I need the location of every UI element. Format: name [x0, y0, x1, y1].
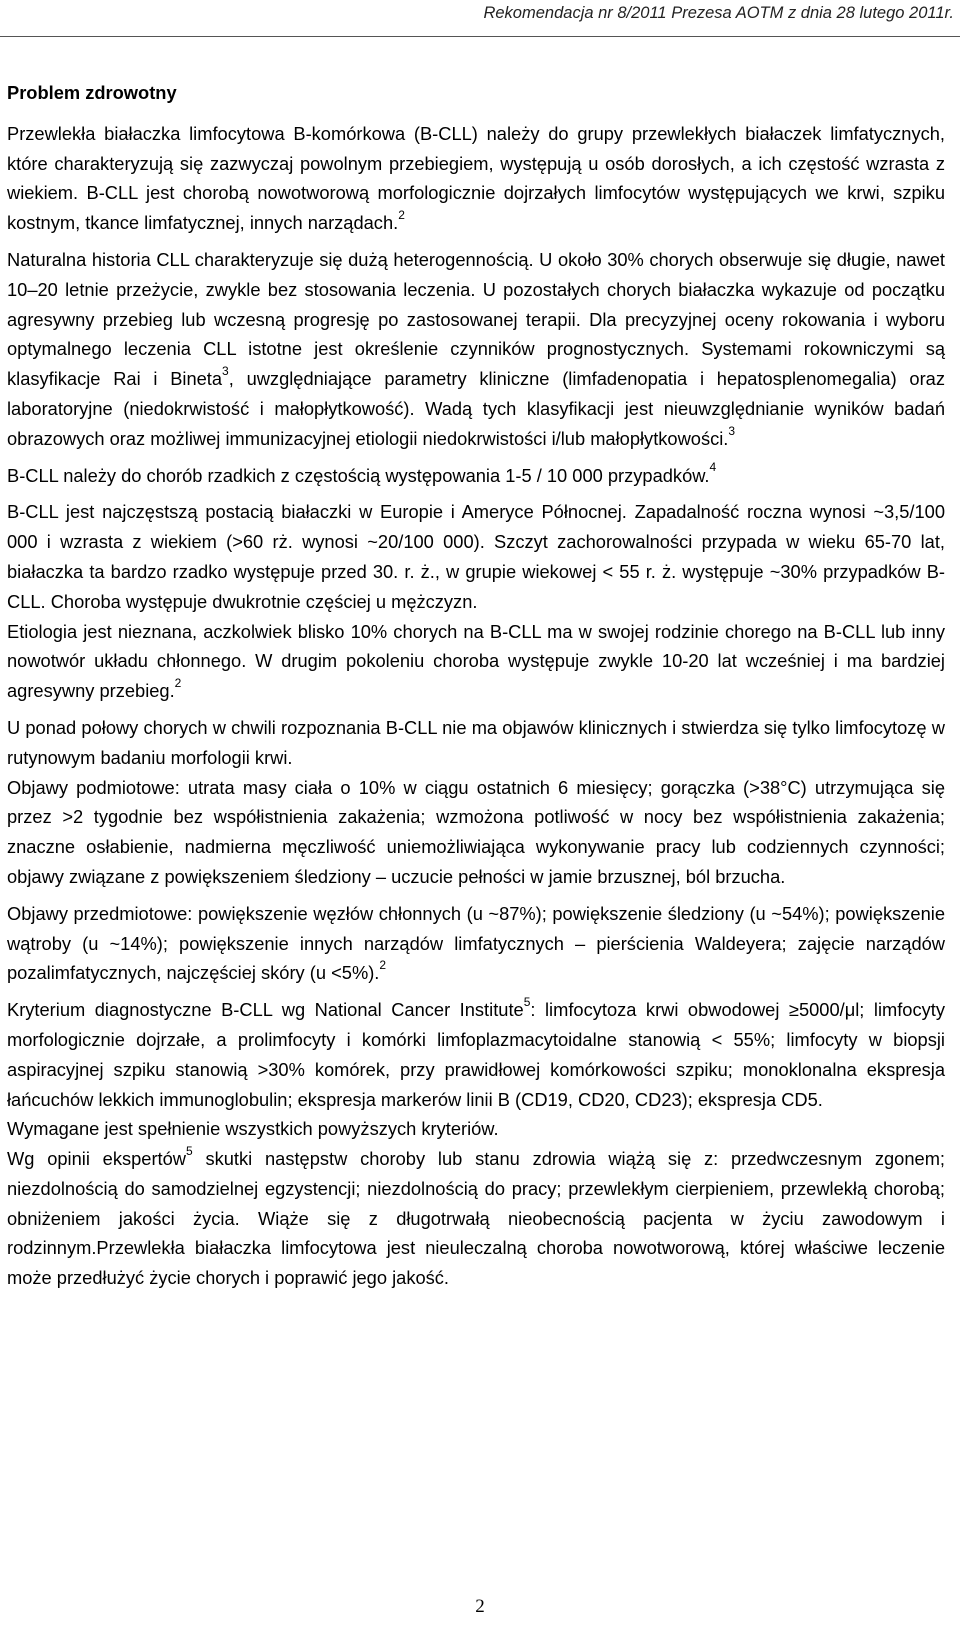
reference-marker: 3 [222, 364, 229, 379]
paragraph-etiology [7, 617, 945, 706]
reference-marker: 2 [398, 208, 405, 223]
reference-marker: 3 [728, 423, 736, 438]
reference-marker: 5 [523, 995, 531, 1010]
paragraph-text: Etiologia jest nieznana, aczkolwiek blisko 10% chorych na B-CLL ma w swojej rodzinie chorego na B-CLL lub inny nowotwór układu chłonnego. W drugim pokoleniu choroba występuje zwykle 10-20 lat wcześniej i ma bardziej agresywny przebieg. [7, 620, 945, 702]
paragraph-text: Naturalna historia CLL charakteryzuje się dużą heterogennością. U około 30% chorych obserwuje się długie, nawet 10–20 letnie przeżycie, zwykle bez stosowania leczenia. U pozostałych chorych białaczka wykazuje od początku agresywny przebieg lub wczesną progresję po zastosowanej terapii. Dla precyzyjnej oceny rokowania i wyboru optymalnego leczenia CLL istotne jest określenie czynników prognostycznych. Systemami rokowniczymi są klasyfikacje Rai i Bineta [7, 248, 945, 390]
section-title: Problem zdrowotny [7, 82, 177, 103]
reference-marker: 4 [709, 460, 717, 475]
paragraph-text: : limfocytoza krwi obwodowej ≥5000/μl; limfocyty morfologicznie dojrzałe, a prolimfocyty i komórki limfoplazmacytoidalne stanowią < 55%; limfocyty w biopsji aspiracyjnej szpiku stanowią >30% komórek, przy prawidłowej komórkowości szpiku; monoklonalna ekspresja łańcuchów lekkich immunoglobulin; ekspresja markerów linii B (CD19, CD20, CD23); ekspresja CD5. [7, 999, 945, 1110]
paragraph-epidemiology: B-CLL jest najczęstszą postacią białaczki w Europie i Ameryce Północnej. Zapadalność roczna wynosi ~3,5/100 000 i wzrasta z wiekiem (>60 rż. wynosi ~20/100 000). Szczyt zachorowalności przypada w wieku 65-70 lat, białaczka ta bardzo rzadko występuje przed 30. r. ż., w grupie wiekowej < 55 r. ż. występuje ~30% przypadków B-CLL. Choroba występuje dwukrotnie częściej u mężczyzn. [7, 501, 945, 612]
paragraph-objective-symptoms [7, 899, 945, 988]
reference-marker: 2 [174, 676, 182, 691]
reference-marker: 5 [186, 1144, 193, 1158]
paragraph-text: Wg opinii ekspertów [7, 1148, 186, 1170]
paragraph-text: skutki następstw choroby lub stanu zdrowia wiążą się z: przedwczesnym zgonem; niezdolnością do samodzielnej egzystencji; niezdolnością do pracy; przewlekłym cierpieniem, przewlekłą chorobą; obniżeniem jakości życia. Wiąże się z długotrwałą nieobecnością pacjenta w życiu zawodowym i rodzinnym.Przewlekła białaczka limfocytowa jest nieuleczalną choroba nowotworową, której właściwe leczenie może przedłużyć życie chorych i poprawić jego jakość. [7, 1148, 945, 1289]
paragraph-subjective-symptoms: Objawy podmiotowe: utrata masy ciała o 10% w ciągu ostatnich 6 miesięcy; gorączka (>38°C) utrzymująca się przez >2 tygodnie bez współistnienia zakażenia; wzmożona potliwość w nocy bez współistnienia zakażenia; znaczne osłabienie, nadmierna męczliwość uniemożliwiająca wykonywanie pracy lub codziennych czynności; objawy związane z powiększeniem śledziony – uczucie pełności w jamie brzusznej, ból brzucha. [7, 776, 945, 887]
paragraph-text: B-CLL należy do chorób rzadkich z częstością występowania 1-5 / 10 000 przypadków. [7, 464, 710, 486]
document-body [7, 78, 945, 1293]
paragraph-rare-disease [7, 461, 945, 491]
paragraph-diagnostic-criteria [7, 995, 945, 1114]
paragraph-text: Objawy przedmiotowe: powiększenie węzłów chłonnych (u ~87%); powiększenie śledziony (u ~54%); powiększenie wątroby (u ~14%); powiększenie innych narządów limfatycznych – pierścienia Waldeyera; zajęcie narządów pozalimfatycznych, najczęściej skóry (u <5%). [7, 902, 945, 984]
paragraph-definition [7, 119, 945, 238]
paragraph-text: Przewlekła białaczka limfocytowa B-komórkowa (B-CLL) należy do grupy przewlekłych białaczek limfatycznych, które charakteryzują się zazwyczaj powolnym przebiegiem, występują u osób dorosłych, a ich częstość wzrasta z wiekiem. B-CLL jest chorobą nowotworową morfologicznie dojrzałych limfocytów występujących we krwi, szpiku kostnym, tkance limfatycznej, innych narządach. [7, 122, 945, 234]
paragraph-expert-opinion [7, 1144, 945, 1293]
reference-marker: 2 [379, 958, 387, 973]
paragraph-criteria-requirement: Wymagane jest spełnienie wszystkich powyższych kryteriów. [7, 1118, 499, 1140]
header-rule [0, 36, 960, 37]
paragraph-text: Kryterium diagnostyczne B-CLL wg National Cancer Institute [7, 999, 524, 1021]
running-header: Rekomendacja nr 8/2011 Prezesa AOTM z dnia 28 lutego 2011r. [483, 4, 954, 22]
paragraph-text: , uwzględniające parametry kliniczne (limfadenopatia i hepatosplenomegalia) oraz laboratoryjne (niedokrwistość i małopłytkowość). Wadą tych klasyfikacji jest nieuwzględnianie wyników badań obrazowych oraz możliwej immunizacyjnej etiologii niedokrwistości i/lub małopłytkowości. [7, 368, 945, 449]
paragraph-natural-history [7, 245, 945, 454]
page-number: 2 [475, 1596, 485, 1617]
paragraph-diagnosis: U ponad połowy chorych w chwili rozpoznania B-CLL nie ma objawów klinicznych i stwierdza się tylko limfocytozę w rutynowym badaniu morfologii krwi. [7, 716, 945, 768]
